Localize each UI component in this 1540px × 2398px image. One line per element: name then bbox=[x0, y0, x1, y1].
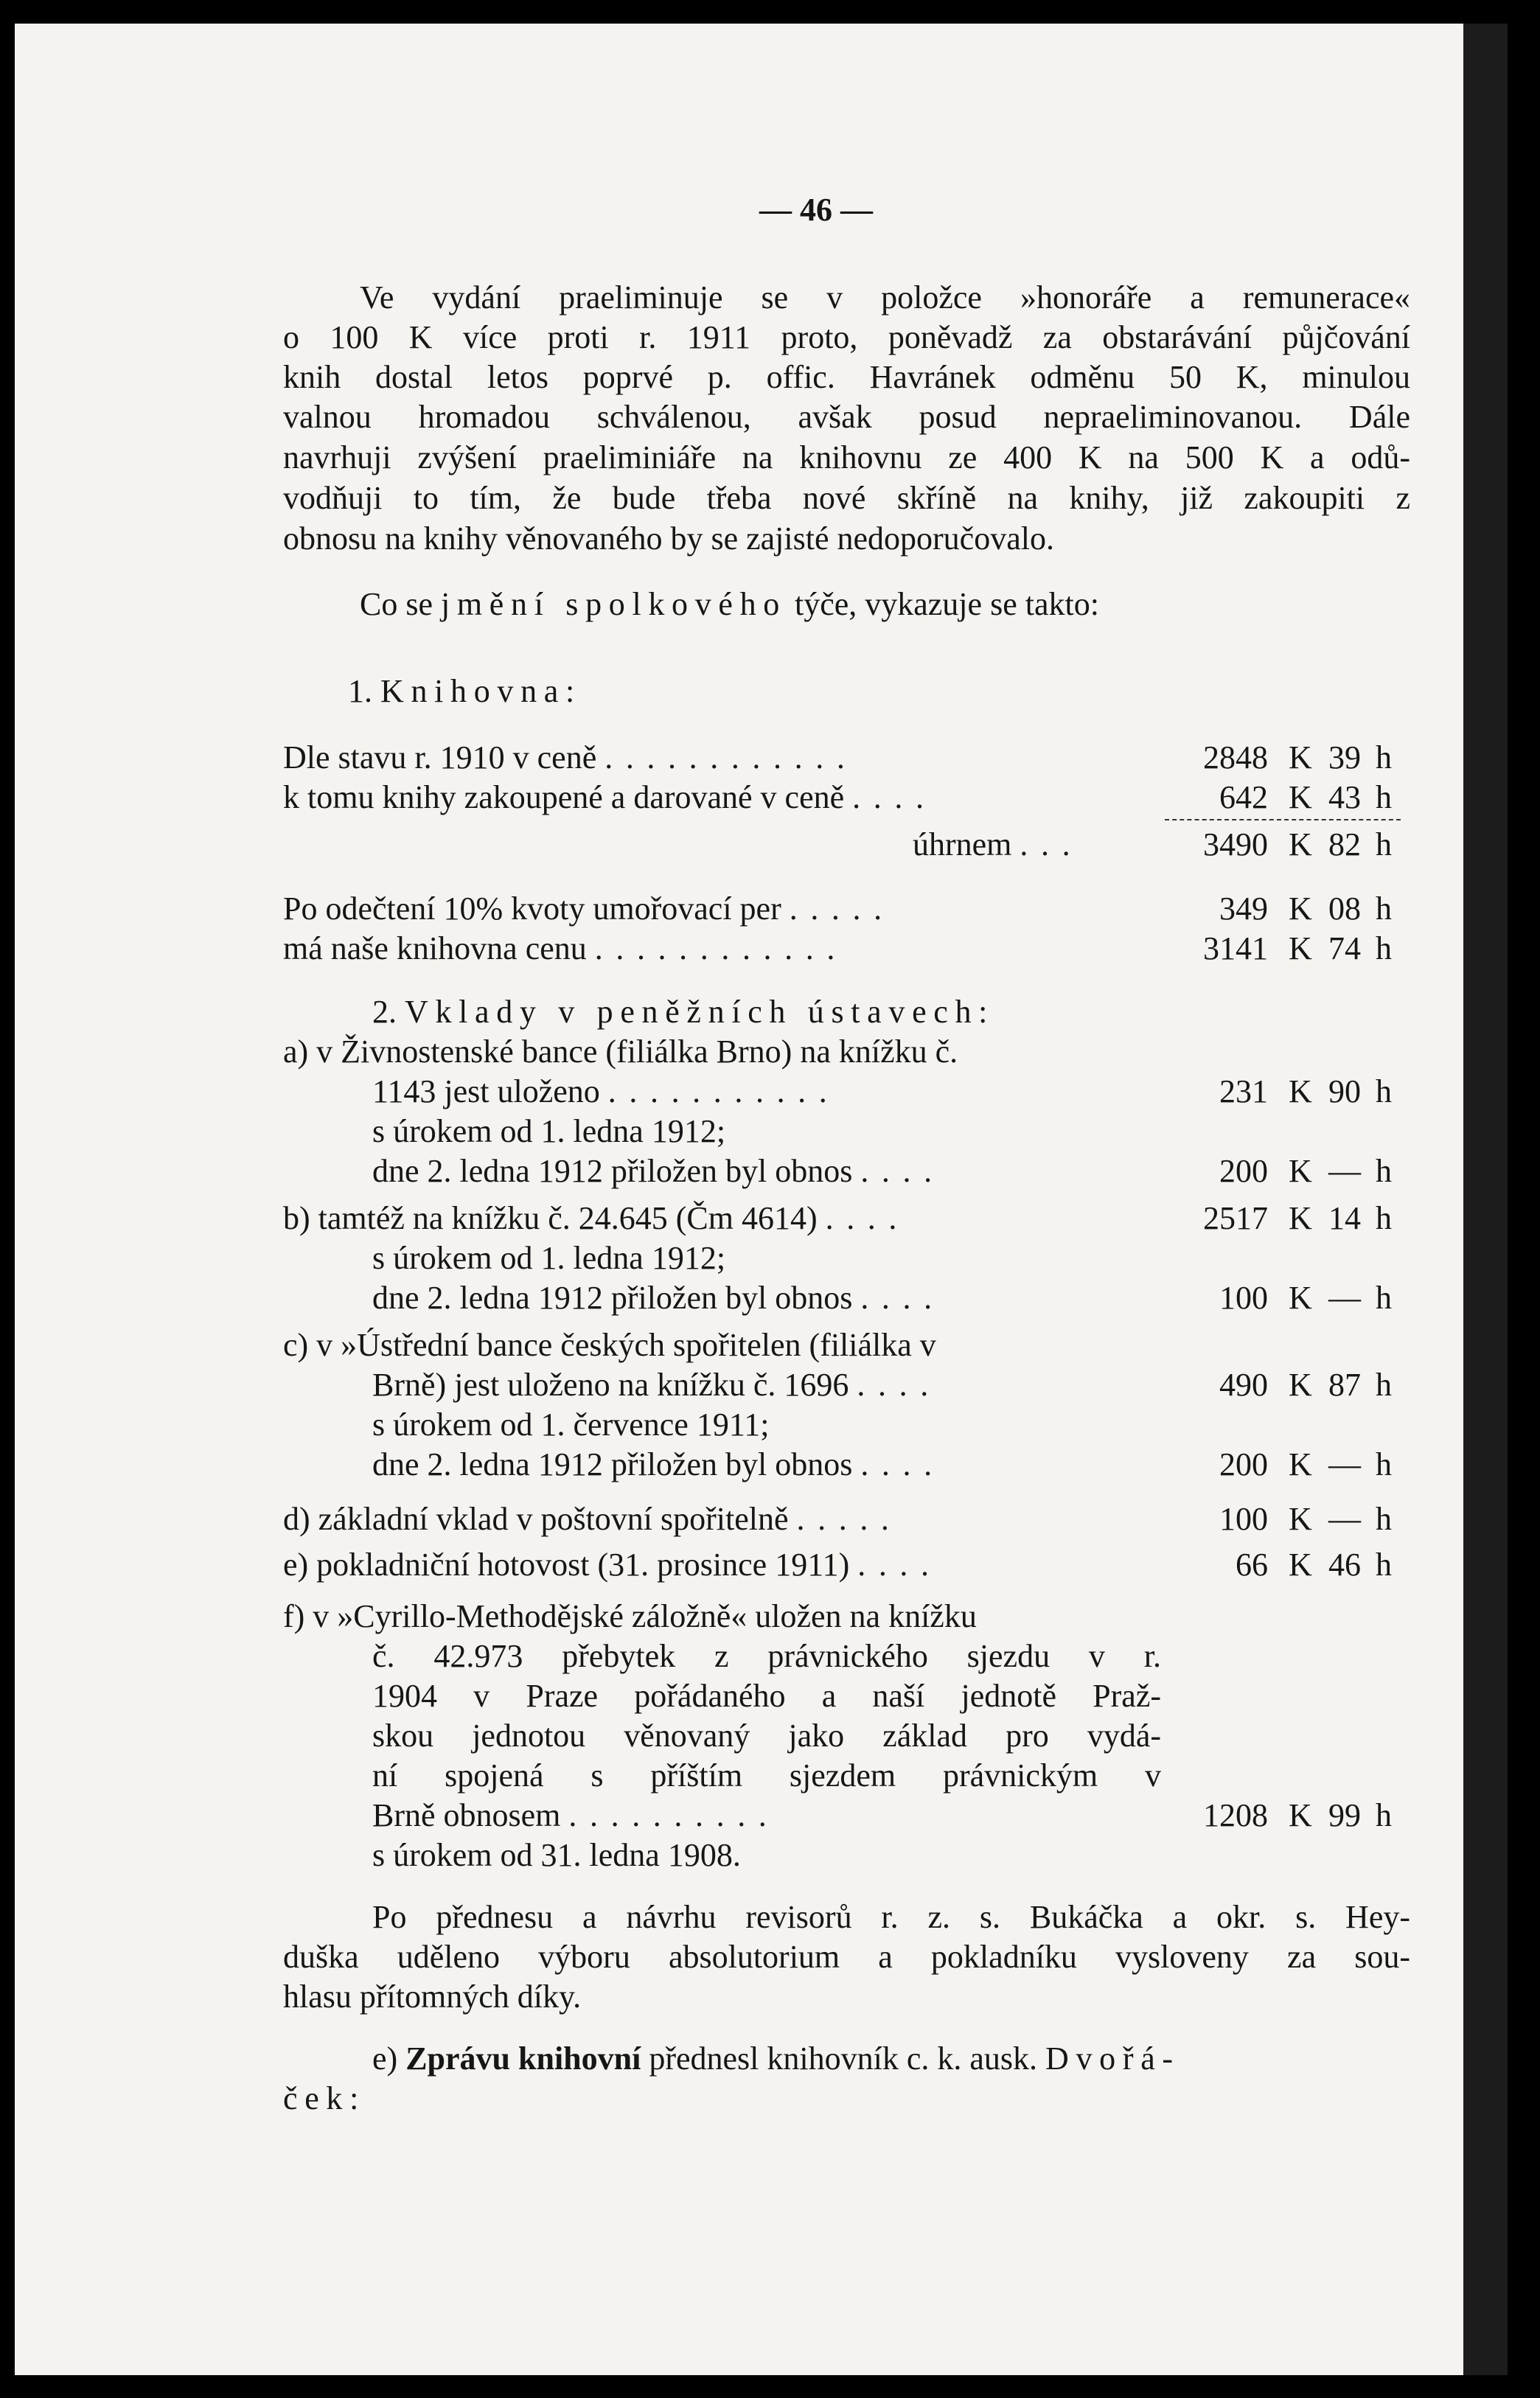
item-a-line-2: 1143 jest uloženo ........... bbox=[372, 1073, 840, 1109]
s1-row-5: má naše knihovna cenu ............ bbox=[283, 930, 848, 966]
h-unit: h bbox=[1376, 930, 1392, 966]
s1-row-3-k: 3490 bbox=[1203, 826, 1268, 862]
intro-line-7: obnosu na knihy věnovaného by se zajisté nedoporučovalo. bbox=[283, 520, 1054, 557]
s1-row-4-k: 349 bbox=[1219, 890, 1268, 927]
h-unit: h bbox=[1376, 739, 1392, 775]
intro-line-4: valnou hromadou schválenou, avšak posud nepraeliminovanou. Dále bbox=[283, 399, 1410, 435]
h-unit: h bbox=[1376, 1367, 1392, 1403]
item-f-line-6: Brně obnosem .......... bbox=[372, 1797, 780, 1833]
h-unit: h bbox=[1376, 1073, 1392, 1109]
s1-row-5-k: 3141 bbox=[1203, 930, 1268, 966]
s1-row-2-h: 43 bbox=[1328, 779, 1361, 815]
h-unit: h bbox=[1376, 890, 1392, 927]
k-unit: K bbox=[1289, 826, 1312, 862]
closing-line-2: duška uděleno výboru absolutorium a pokladníku vysloveny za sou- bbox=[283, 1939, 1410, 1975]
item-c-line-4: dne 2. ledna 1912 přiložen byl obnos .... bbox=[372, 1446, 945, 1482]
s1-row-2: k tomu knihy zakoupené a darované v ceně .... bbox=[283, 779, 937, 815]
section-1-title: 1. Knihovna: bbox=[348, 673, 582, 709]
h-unit: h bbox=[1376, 1547, 1392, 1583]
k-unit: K bbox=[1289, 1200, 1312, 1236]
item-d-h: — bbox=[1328, 1501, 1361, 1537]
item-a-line-1: a) v Živnostenské bance (filiálka Brno) na knížku č. bbox=[283, 1034, 958, 1070]
h-unit: h bbox=[1376, 826, 1392, 862]
item-f-line-4: skou jednotou věnovaný jako základ pro vydá- bbox=[372, 1718, 1161, 1754]
item-c-line-3: s úrokem od 1. července 1911; bbox=[372, 1407, 770, 1443]
item-f-line-3: 1904 v Praze pořádaného a naší jednotě Praž- bbox=[372, 1678, 1161, 1714]
report-line-1: e) Zprávu knihovní přednesl knihovník c. k. ausk. Dvořá- bbox=[372, 2040, 1180, 2077]
k-unit: K bbox=[1289, 890, 1312, 927]
item-b-k: 2517 bbox=[1203, 1200, 1268, 1236]
h-unit: h bbox=[1376, 1280, 1392, 1316]
item-b-added-k: 100 bbox=[1219, 1280, 1268, 1316]
item-a-line-4: dne 2. ledna 1912 přiložen byl obnos .... bbox=[372, 1153, 945, 1189]
intro-line-6: vodňuji to tím, že bude třeba nové skříně na knihy, již zakoupiti z bbox=[283, 480, 1410, 516]
k-unit: K bbox=[1289, 930, 1312, 966]
item-b-h: 14 bbox=[1328, 1200, 1361, 1236]
report-line-2: ček: bbox=[283, 2080, 366, 2116]
k-unit: K bbox=[1289, 1547, 1312, 1583]
s1-row-1-k: 2848 bbox=[1203, 739, 1268, 775]
item-d-line-1: d) základní vklad v poštovní spořitelně ..... bbox=[283, 1501, 902, 1537]
item-f-line-1: f) v »Cyrillo-Methodějské záložně« uložen na knížku bbox=[283, 1598, 977, 1634]
item-a-line-3: s úrokem od 1. ledna 1912; bbox=[372, 1113, 726, 1149]
k-unit: K bbox=[1289, 1446, 1312, 1482]
item-e-line-1: e) pokladniční hotovost (31. prosince 1911) .... bbox=[283, 1547, 942, 1583]
s1-row-2-k: 642 bbox=[1219, 779, 1268, 815]
item-b-added-h: — bbox=[1328, 1280, 1361, 1316]
k-unit: K bbox=[1289, 1367, 1312, 1403]
s1-row-3: úhrnem ... bbox=[913, 826, 1084, 862]
item-e-k: 66 bbox=[1236, 1547, 1268, 1583]
item-f-line-7: s úrokem od 31. ledna 1908. bbox=[372, 1837, 741, 1873]
item-a-k: 231 bbox=[1219, 1073, 1268, 1109]
sum-rule bbox=[1165, 819, 1401, 820]
item-c-line-1: c) v »Ústřední bance českých spořitelen (filiálka v bbox=[283, 1327, 936, 1363]
h-unit: h bbox=[1376, 779, 1392, 815]
s1-row-4-h: 08 bbox=[1328, 890, 1361, 927]
item-a-added-h: — bbox=[1328, 1153, 1361, 1189]
item-c-k: 490 bbox=[1219, 1367, 1268, 1403]
intro-line-3: knih dostal letos poprvé p. offic. Havránek odměnu 50 K, minulou bbox=[283, 359, 1410, 395]
k-unit: K bbox=[1289, 1073, 1312, 1109]
k-unit: K bbox=[1289, 739, 1312, 775]
item-c-h: 87 bbox=[1328, 1367, 1361, 1403]
intro-line-2: o 100 K více proti r. 1911 proto, poněvadž za obstarávání půjčování bbox=[283, 319, 1410, 355]
h-unit: h bbox=[1376, 1200, 1392, 1236]
s1-row-5-h: 74 bbox=[1328, 930, 1361, 966]
s1-row-1-h: 39 bbox=[1328, 739, 1361, 775]
s1-row-1: Dle stavu r. 1910 v ceně ............ bbox=[283, 739, 858, 775]
k-unit: K bbox=[1289, 779, 1312, 815]
item-f-k: 1208 bbox=[1203, 1797, 1268, 1833]
item-f-line-2: č. 42.973 přebytek z právnického sjezdu v r. bbox=[372, 1638, 1161, 1674]
item-b-line-3: dne 2. ledna 1912 přiložen byl obnos .... bbox=[372, 1280, 945, 1316]
book-spine-shadow bbox=[1463, 24, 1508, 2375]
k-unit: K bbox=[1289, 1797, 1312, 1833]
item-f-line-5: ní spojená s příštím sjezdem právnickým v bbox=[372, 1757, 1161, 1794]
item-c-added-k: 200 bbox=[1219, 1446, 1268, 1482]
item-a-h: 90 bbox=[1328, 1073, 1361, 1109]
item-a-added-k: 200 bbox=[1219, 1153, 1268, 1189]
item-b-line-1: b) tamtéž na knížku č. 24.645 (Čm 4614) .... bbox=[283, 1200, 910, 1236]
item-b-line-2: s úrokem od 1. ledna 1912; bbox=[372, 1240, 726, 1276]
item-d-k: 100 bbox=[1219, 1501, 1268, 1537]
h-unit: h bbox=[1376, 1153, 1392, 1189]
closing-line-1: Po přednesu a návrhu revisorů r. z. s. Bukáčka a okr. s. Hey- bbox=[372, 1899, 1410, 1935]
k-unit: K bbox=[1289, 1280, 1312, 1316]
s1-row-3-h: 82 bbox=[1328, 826, 1361, 862]
property-heading: Co se jmění spolkového týče, vykazuje se takto: bbox=[360, 586, 1099, 622]
intro-line-1: Ve vydání praeliminuje se v položce »honoráře a remunerace« bbox=[360, 279, 1410, 316]
item-e-h: 46 bbox=[1328, 1547, 1361, 1583]
item-c-added-h: — bbox=[1328, 1446, 1361, 1482]
closing-line-3: hlasu přítomných díky. bbox=[283, 1979, 582, 2015]
h-unit: h bbox=[1376, 1501, 1392, 1537]
page-number: — 46 — bbox=[759, 192, 873, 228]
h-unit: h bbox=[1376, 1797, 1392, 1833]
k-unit: K bbox=[1289, 1501, 1312, 1537]
s1-row-4: Po odečtení 10% kvoty umořovací per ..... bbox=[283, 890, 895, 927]
intro-line-5: navrhuji zvýšení praeliminiáře na knihovnu ze 400 K na 500 K a odů- bbox=[283, 439, 1410, 475]
h-unit: h bbox=[1376, 1446, 1392, 1482]
item-c-line-2: Brně) jest uloženo na knížku č. 1696 .... bbox=[372, 1367, 941, 1403]
item-f-h: 99 bbox=[1328, 1797, 1361, 1833]
section-2-title: 2. Vklady v peněžních ústavech: bbox=[372, 994, 995, 1030]
k-unit: K bbox=[1289, 1153, 1312, 1189]
